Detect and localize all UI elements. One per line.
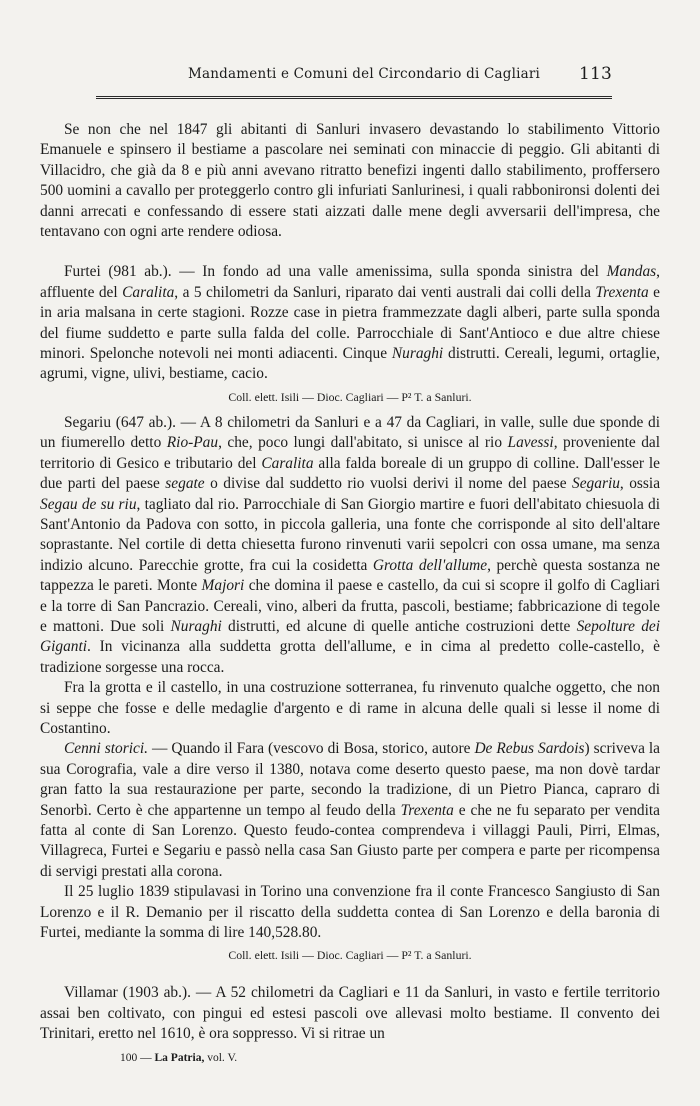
page-number: 113 (578, 64, 612, 84)
entry-villamar (40, 983, 660, 1044)
intro-paragraph: Se non che nel 1847 gli abitanti di Sanluri invasero devastando lo stabilimento Vittorio Emanuele e spinsero il bestiame a pascolare nei seminati con minaccie di peggio. Gli abitanti di Villacidro, che già da 8 e più anni avevano ritratto benefizi ingenti dallo stabilimento, proffersero 500 uomini a cavallo per proteggerlo contro gli infuriati Sanlurinesi, i quali rabbonironsi dolenti dei danni arrecati e confessando di essere stati aizzati dalle mene degli avversarii dell'impresa, che tentavano con ogni arte rendere odiosa. (40, 121, 660, 241)
page-body (40, 120, 660, 1045)
running-head-title: Mandamenti e Comuni del Circondario di Cagliari (188, 66, 541, 82)
text-run: — Quando il Fara (vescovo di Bosa, storico, autore (147, 740, 475, 758)
header-rule (96, 96, 612, 99)
segariu-paragraph-4: Il 25 luglio 1839 stipulavasi in Torino una convenzione fra il conte Francesco Sangiusto di San Lorenzo e il R. Demanio per il riscatto della suddetta contea di San Lorenzo e della baronia di Furtei, mediante la somma di lire 140,528.80. (40, 883, 660, 942)
text-run: , a 5 chilometri da Sanluri, riparato dai venti australi dai colli della (174, 283, 596, 301)
italic-run: Rio-Pau (166, 434, 219, 452)
signature-mark: 100 — (120, 1052, 152, 1064)
signature-footer (120, 1052, 237, 1064)
entry-segariu (40, 413, 660, 678)
italic-run: Mandas (606, 263, 657, 281)
entry-name: Segariu (64, 413, 112, 431)
entry-population: (981 ab.). (108, 263, 172, 281)
text-run: — A 52 chilometri da Cagliari e 11 da Sanluri, in vasto e fertile territorio assai ben coltivato, con pingui ed estesi pascoli ove allevasi molto bestiame. Il convento dei Trinitari, eretto nel 1610, è ora soppresso. Vi si ritrae un (40, 984, 660, 1043)
entry-name: Furtei (64, 263, 101, 281)
text-run: distrutti. Cereali, legumi, ortaglie, agrumi, vigne, ulivi, bestiame, cacio. (40, 345, 661, 383)
italic-run: Segau de su riu (40, 495, 137, 513)
entry-name: Villamar (64, 984, 118, 1002)
text-run: — A 8 chilometri da Sanluri e a 47 da Cagliari, in valle, sulle due sponde di un fiumerello detto (40, 413, 661, 452)
entry-furtei (40, 262, 660, 384)
text-run: , tagliato dal rio. Parrocchiale di San Giorgio martire e fuori dell'abitato chiesuola di Sant'Antonio da Padova con sotto, in piccola galleria, una fonte che corrisponde al sito dell'altare soprastante. Nel cortile di detta chiesetta furono rinvenuti varii sepolcri con ossa umane, ma senza indizio alcuno. Parecchie grotte, fra cui la cosidetta (40, 495, 660, 574)
text-run: che domina il paese e castello, da cui si scopre il golfo di Cagliari e la torre di San Pancrazio. Cereali, vino, alberi da frutta, pascoli, bestiame; fabbricazione di tegole e mattoni. Due soli (40, 577, 660, 635)
segariu-history (40, 739, 660, 882)
text-run: e che ne fu separato per vendita fatta al conte di San Lorenzo. Questo feudo-contea comprendeva i villaggi Pauli, Pirri, Elmas, Villagreca, Furtei e Segariu e passò nella casa San Giusto parte per compera e parte per ricompensa di servigi prestati alla corona. (40, 801, 660, 880)
text-run: — In fondo ad una valle amenissima, sulla sponda sinistra del (171, 263, 607, 281)
italic-run: Trexenta (400, 801, 454, 819)
text-run: , che, poco lungi dall'abitato, si unisce al rio (218, 434, 508, 452)
segariu-paragraph-2: Fra la grotta e il castello, in una costruzione sotterranea, fu rinvenuto qualche oggetto, che non si seppe che fosse e delle medaglie d'argento e di rame in alcuna delle quali si lesse il nome di Costantino. (40, 679, 660, 737)
italic-run: Caralita (122, 283, 175, 301)
volume-label: vol. V. (207, 1052, 238, 1064)
text-run: alla falda boreale di un gruppo di colline. Dall'esser le due parti del paese (40, 454, 660, 493)
italic-run: Nuraghi (391, 345, 444, 363)
text-run: . In vicinanza alla suddetta grotta dell'allume, e in cima al predetto colle-castello, è tradizione sorgesse una rocca. (40, 638, 660, 676)
text-run: ) scriveva la sua Corografia, vale a dire verso il 1380, notava come deserto questo paese, ma non dovè tardar gran fatto la sua restaurazione per parte, secondo la tradizione, di un Pietro Pianca, capraro di Senorbì. Certo è che appartenne un tempo al feudo della (40, 740, 661, 819)
italic-run: Cenni storici. (64, 740, 148, 758)
italic-run: Sepolture dei Giganti (40, 617, 661, 656)
italic-run: Nuraghi (170, 617, 222, 635)
electoral-note: Coll. elett. Isili — Dioc. Cagliari — P² T. a Sanluri. (228, 389, 472, 404)
text-run: , affluente del (40, 263, 661, 301)
entry-population: (1903 ab.). (122, 984, 191, 1002)
electoral-note: Coll. elett. Isili — Dioc. Cagliari — P² T. a Sanluri. (228, 948, 472, 963)
italic-run: segate (165, 475, 205, 493)
text-run: o divise dal suddetto rio vuolsi derivi il nome del paese (204, 475, 573, 493)
text-run: , ossia (619, 475, 661, 493)
italic-run: De Rebus Sardois (474, 740, 585, 758)
text-run: distrutti, ed alcune di quelle antiche costruzioni dette (221, 617, 577, 635)
text-run: e in aria malsana in certe stagioni. Rozze case in pietra frammezzate dagli alberi, parte sulla sponda del fiume suddetto e parte sulla falda del colle. Parrocchiale di Sant'Antioco e due altre chiese minori. Spelonche notevoli nei monti adiacenti. Cinque (40, 283, 661, 363)
text-run: , perchè questa sostanza ne tappezza le pareti. Monte (40, 556, 660, 595)
italic-run: Majori (201, 577, 245, 595)
italic-run: Caralita (261, 454, 314, 472)
text-run: , proveniente dal territorio di Gesico e tributario del (40, 434, 660, 472)
italic-run: Grotta dell'allume (372, 556, 488, 574)
journal-title: La Patria, (154, 1052, 205, 1064)
entry-population: (647 ab.). (115, 413, 176, 431)
italic-run: Lavessi (507, 434, 554, 452)
italic-run: Trexenta (595, 283, 649, 301)
italic-run: Segariu (572, 475, 620, 493)
